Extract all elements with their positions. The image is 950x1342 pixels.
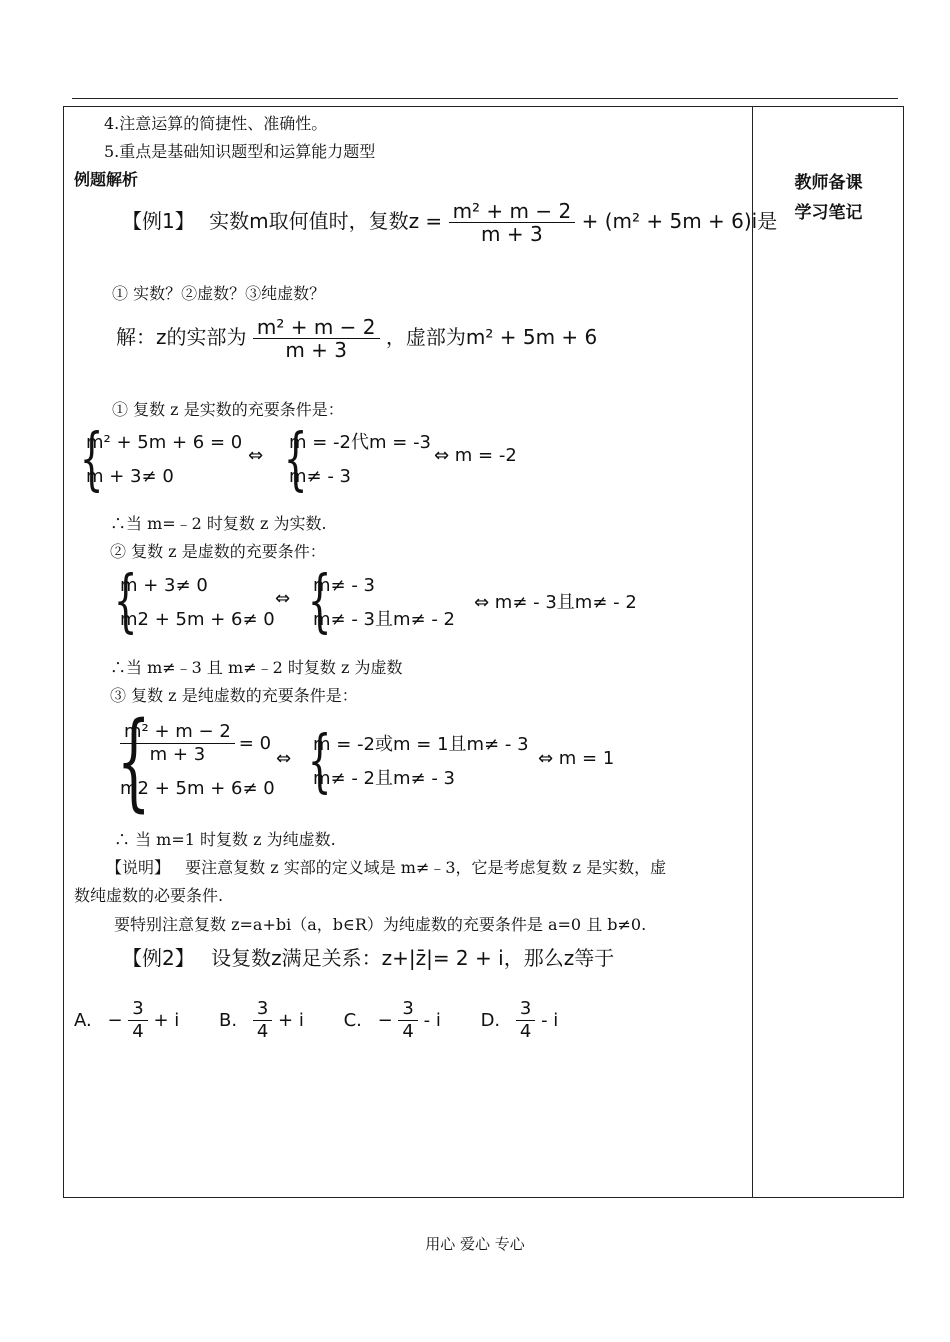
option-a-tail: + i [153,1009,180,1031]
example1-tag: 【例1】 [122,209,195,233]
option-c-tail: - i [423,1009,441,1031]
intro-point-5: 5.重点是基础知识题型和运算能力题型 [104,142,376,161]
column-divider [752,106,753,1198]
case1-sys2-row2: m≠ - 3 [289,466,352,487]
case3-title: ③ 复数 z 是纯虚数的充要条件是： [110,686,358,705]
example1-fraction [449,200,576,245]
example2-options [74,998,558,1043]
option-b-num: 3 [253,998,272,1021]
option-a-num: 3 [128,998,147,1021]
note-line3: 要特别注意复数 z=a+bi（a，b∈R）为纯虚数的充要条件是 a=0 且 b≠0. [114,915,647,934]
case3-frac-den: m + 3 [149,743,206,765]
case1-system-2 [289,426,431,494]
case3-brace-2: { [307,722,332,801]
example2-tag: 【例2】 [122,946,195,970]
option-a-den: 4 [132,1021,144,1042]
case3-conclusion: ∴ 当 m=1 时复数 z 为纯虚数. [114,830,336,849]
case3-sys2-row2: m≠ - 2且m≠ - 3 [313,768,456,789]
case1-iff-2: ⇔ m = -2 [434,445,517,466]
solution-frac-den: m + 3 [285,338,348,362]
case2-sys1-row2: m2 + 5m + 6≠ 0 [120,609,275,630]
case3-brace-1: { [116,699,151,822]
solution-frac-num: m² + m − 2 [253,316,380,339]
side-note-line1: 教师备课 [794,173,863,193]
option-d [480,998,559,1042]
note-line2: 数纯虚数的必要条件. [74,886,224,905]
option-b [219,998,310,1042]
example2-text: 设复数z满足关系：z+|z̄|= 2 + i，那么z等于 [211,946,615,970]
case3-iff-2: ⇔ m = 1 [538,748,615,769]
note-tag: 【说明】 [106,858,171,877]
option-a-sign: − [107,1009,123,1031]
option-c-den: 4 [402,1021,414,1042]
case3-frac-num: m² + m − 2 [120,721,235,744]
case2-sys1-row1: m + 3≠ 0 [120,575,208,596]
option-b-frac [253,998,272,1043]
option-d-den: 4 [519,1021,532,1042]
case3-iff-1: ⇔ [276,748,292,769]
case1-brace-2: { [283,420,308,499]
option-b-label: B. [219,1009,238,1031]
example1-question: ① 实数？②虚数？③纯虚数？ [112,284,326,303]
case2-sys2-row2: m≠ - 3且m≠ - 2 [313,609,456,630]
option-c-label: C. [343,1009,362,1031]
example1-solution-lead [116,316,597,361]
case2-iff-2: ⇔ m≠ - 3且m≠ - 2 [474,592,637,613]
case2-system-1 [120,569,275,637]
option-a-frac [128,998,147,1043]
case2-sys2-row1: m≠ - 3 [313,575,376,596]
option-d-tail: - i [541,1009,559,1031]
option-b-den: 4 [256,1021,269,1042]
example1-frac-num: m² + m − 2 [449,200,576,223]
case2-conclusion: ∴当 m≠﹣3 且 m≠﹣2 时复数 z 为虚数 [110,658,403,677]
case3-system-2 [313,728,529,796]
option-c [343,998,447,1042]
case1-iff-1: ⇔ [248,445,264,466]
top-rule [72,98,898,99]
case2-iff-1: ⇔ [275,588,291,609]
case2-system-2 [313,569,455,637]
page-footer: 用心 爱心 专心 [425,1235,525,1253]
solution-tail: ，虚部为m² + 5m + 6 [385,325,598,349]
note-line1 [106,858,666,878]
solution-lead: 解：z的实部为 [116,325,247,349]
case3-sys1-row2: m2 + 5m + 6≠ 0 [120,778,275,799]
case3-system-1 [120,714,275,806]
example1-statement [122,200,777,245]
case2-brace-2: { [307,562,332,641]
example1-frac-den: m + 3 [481,222,543,246]
note-text1: 要注意复数 z 实部的定义域是 m≠﹣3，它是考虑复数 z 是实数，虚 [185,858,667,877]
option-c-sign: − [377,1009,393,1031]
example1-lead: 实数m取何值时，复数z = [209,209,443,233]
section-title: 例题解析 [74,170,139,189]
solution-fraction [253,316,380,361]
case3-sys2-row1: m = -2或m = 1且m≠ - 3 [313,734,529,755]
intro-point-4: 4.注意运算的简捷性、准确性。 [104,114,328,133]
case1-sys2-row1: m = -2代m = -3 [289,432,432,453]
option-d-num: 3 [516,998,535,1021]
option-a-label: A. [74,1009,92,1031]
case2-brace-1: { [113,562,138,641]
case2-title: ② 复数 z 是虚数的充要条件： [110,542,326,561]
case1-sys1-row1: m² + 5m + 6 = 0 [86,432,243,453]
option-d-label: D. [480,1009,501,1031]
case3-fraction [120,721,235,766]
example1-tail: + (m² + 5m + 6)i是 [581,209,778,233]
case1-title: ① 复数 z 是实数的充要条件是： [112,400,344,419]
case1-conclusion: ∴当 m=﹣2 时复数 z 为实数. [110,514,327,533]
side-note-line2: 学习笔记 [794,203,863,223]
case3-eq-zero: = 0 [238,732,272,754]
example2-statement [122,942,614,971]
option-c-num: 3 [398,998,417,1021]
option-a [74,998,185,1042]
option-c-frac [398,998,417,1043]
option-b-tail: + i [278,1009,304,1031]
case1-system-1 [86,426,242,494]
option-d-frac [516,998,535,1043]
case1-brace-1: { [79,420,104,499]
case1-sys1-row2: m + 3≠ 0 [86,466,174,487]
